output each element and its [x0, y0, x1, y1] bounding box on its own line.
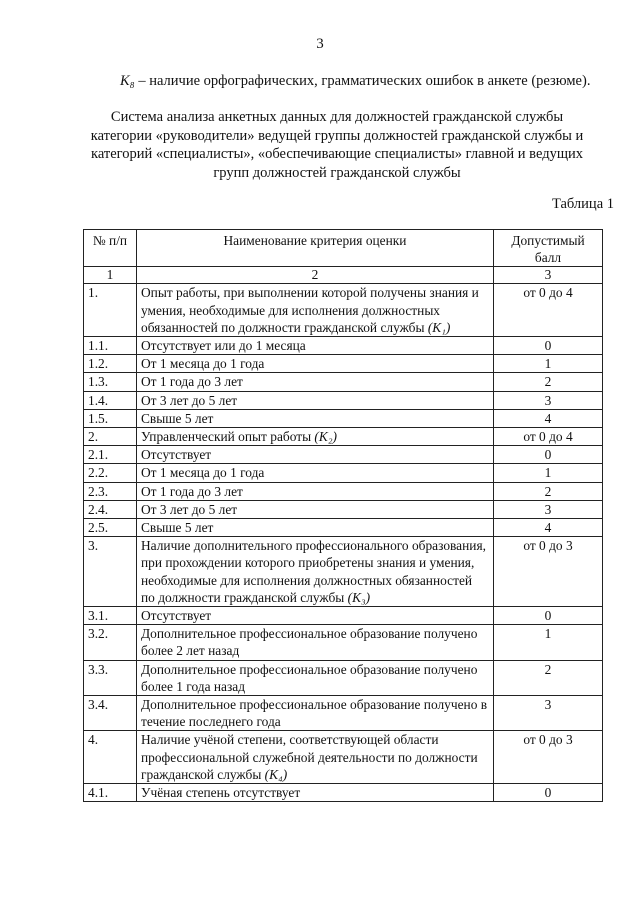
- row-criterion: [137, 519, 494, 537]
- criteria-table: [83, 229, 603, 802]
- row-score: от 0 до 4: [494, 428, 603, 446]
- criterion-text: От 3 лет до 5 лет: [141, 501, 238, 517]
- criterion-text: Дополнительное профессиональное образование получено в течение последнего года: [141, 697, 488, 730]
- row-score: 3: [494, 696, 603, 731]
- table-row: [84, 446, 603, 464]
- table-header-row: [84, 230, 603, 267]
- table-index-row: [84, 267, 603, 284]
- criterion-symbol: (K₃): [347, 589, 371, 605]
- row-number: 3.: [84, 537, 137, 607]
- row-score: 2: [494, 482, 603, 500]
- row-score: 0: [494, 784, 603, 802]
- row-score: 4: [494, 409, 603, 427]
- criterion-text: Учёная степень отсутствует: [141, 785, 301, 801]
- row-number: 2.2.: [84, 464, 137, 482]
- row-score: от 0 до 4: [494, 284, 603, 337]
- row-number: 4.1.: [84, 784, 137, 802]
- row-score: 1: [494, 355, 603, 373]
- row-score: 0: [494, 446, 603, 464]
- criterion-text: Наличие учёной степени, соответствующей области профессиональной служебной деятельности по должности гражданской службы: [141, 732, 478, 782]
- criterion-text: От 1 года до 3 лет: [141, 374, 243, 390]
- k8-text: – наличие орфографических, грамматических ошибок в анкете (резюме).: [134, 73, 591, 89]
- criterion-text: Управленческий опыт работы: [141, 429, 315, 445]
- row-criterion: [137, 784, 494, 802]
- table-row: [84, 284, 603, 337]
- row-criterion: [137, 409, 494, 427]
- header-criterion: Наименование критерия оценки: [137, 230, 494, 267]
- heading-line: Система анализа анкетных данных для должностей гражданской службы: [110, 109, 564, 125]
- row-score: 0: [494, 337, 603, 355]
- table-row: [84, 625, 603, 660]
- k8-symbol: K₈: [120, 73, 135, 89]
- criterion-symbol: (K₂): [314, 429, 337, 445]
- row-criterion: [137, 446, 494, 464]
- row-criterion: [137, 696, 494, 731]
- table-row: [84, 391, 603, 409]
- criterion-text: От 1 месяца до 1 года: [141, 356, 265, 372]
- table-caption: Таблица 1: [551, 196, 614, 212]
- header-score: Допустимый балл: [494, 230, 603, 267]
- row-criterion: [137, 625, 494, 660]
- criterion-text: Дополнительное профессиональное образование получено более 2 лет назад: [141, 626, 478, 659]
- criterion-text: От 1 месяца до 1 года: [141, 465, 265, 481]
- table-row: [84, 607, 603, 625]
- row-score: 2: [494, 660, 603, 695]
- table-row: [84, 428, 603, 446]
- criterion-text: Отсутствует или до 1 месяца: [141, 338, 306, 354]
- row-number: 1.: [84, 284, 137, 337]
- criterion-text: От 1 года до 3 лет: [141, 483, 243, 499]
- row-criterion: [137, 391, 494, 409]
- row-number: 2.: [84, 428, 137, 446]
- row-number: 2.4.: [84, 500, 137, 518]
- row-score: 3: [494, 500, 603, 518]
- table-row: [84, 784, 603, 802]
- row-number: 1.4.: [84, 391, 137, 409]
- table-row: [84, 731, 603, 784]
- criterion-text: От 3 лет до 5 лет: [141, 392, 238, 408]
- table-row: [84, 464, 603, 482]
- row-number: 3.1.: [84, 607, 137, 625]
- criterion-text: Опыт работы, при выполнении которой получены знания и умения, необходимые для исполнения должностных обязанностей по должности гражданской службы: [141, 285, 479, 335]
- table-row: [84, 409, 603, 427]
- criterion-text: Наличие дополнительного профессионального образования, при прохождении которого приобретены знания и умения, необходимые для исполнения должностных обязанностей по должности гражданской службы: [141, 538, 486, 605]
- row-number: 3.3.: [84, 660, 137, 695]
- heading-line: групп должностей гражданской службы: [213, 164, 461, 181]
- row-criterion: [137, 660, 494, 695]
- row-score: 3: [494, 391, 603, 409]
- row-criterion: [137, 337, 494, 355]
- row-criterion: [137, 500, 494, 518]
- row-criterion: [137, 731, 494, 784]
- table-row: [84, 373, 603, 391]
- row-criterion: [137, 482, 494, 500]
- row-number: 2.3.: [84, 482, 137, 500]
- criterion-text: Свыше 5 лет: [141, 410, 214, 426]
- table-row: [84, 660, 603, 695]
- table-row: [84, 482, 603, 500]
- heading-line: категорий «специалисты», «обеспечивающие специалисты» главной и ведущих: [91, 146, 583, 162]
- index-cell: 2: [137, 267, 494, 284]
- row-criterion: [137, 607, 494, 625]
- row-score: 1: [494, 625, 603, 660]
- row-score: от 0 до 3: [494, 731, 603, 784]
- criterion-text: Дополнительное профессиональное образование получено более 1 года назад: [141, 661, 478, 694]
- criterion-text: Свыше 5 лет: [141, 520, 214, 536]
- criterion-symbol: (K₄): [264, 766, 288, 782]
- row-score: 2: [494, 373, 603, 391]
- row-number: 1.1.: [84, 337, 137, 355]
- row-number: 2.5.: [84, 519, 137, 537]
- row-score: 0: [494, 607, 603, 625]
- row-criterion: [137, 284, 494, 337]
- row-number: 4.: [84, 731, 137, 784]
- row-number: 3.2.: [84, 625, 137, 660]
- row-criterion: [137, 373, 494, 391]
- row-criterion: [137, 537, 494, 607]
- k8-criterion-line: [120, 73, 590, 90]
- row-criterion: [137, 464, 494, 482]
- row-number: 2.1.: [84, 446, 137, 464]
- page-number: 3: [316, 36, 324, 52]
- criterion-text: Отсутствует: [141, 608, 212, 624]
- row-score: 1: [494, 464, 603, 482]
- table-row: [84, 355, 603, 373]
- index-cell: 3: [494, 267, 603, 284]
- criterion-symbol: (K₁): [427, 319, 451, 335]
- index-cell: 1: [84, 267, 137, 284]
- row-number: 1.5.: [84, 409, 137, 427]
- table-row: [84, 337, 603, 355]
- criterion-text: Отсутствует: [141, 447, 212, 463]
- table-body: [84, 284, 603, 802]
- section-heading: [62, 108, 612, 182]
- row-criterion: [137, 355, 494, 373]
- row-number: 1.3.: [84, 373, 137, 391]
- heading-line: категории «руководители» ведущей группы должностей гражданской службы и: [90, 127, 584, 144]
- header-number: № п/п: [84, 230, 137, 267]
- row-score: от 0 до 3: [494, 537, 603, 607]
- table-row: [84, 537, 603, 607]
- row-criterion: [137, 428, 494, 446]
- table-row: [84, 519, 603, 537]
- table-row: [84, 500, 603, 518]
- table-row: [84, 696, 603, 731]
- row-number: 3.4.: [84, 696, 137, 731]
- row-score: 4: [494, 519, 603, 537]
- row-number: 1.2.: [84, 355, 137, 373]
